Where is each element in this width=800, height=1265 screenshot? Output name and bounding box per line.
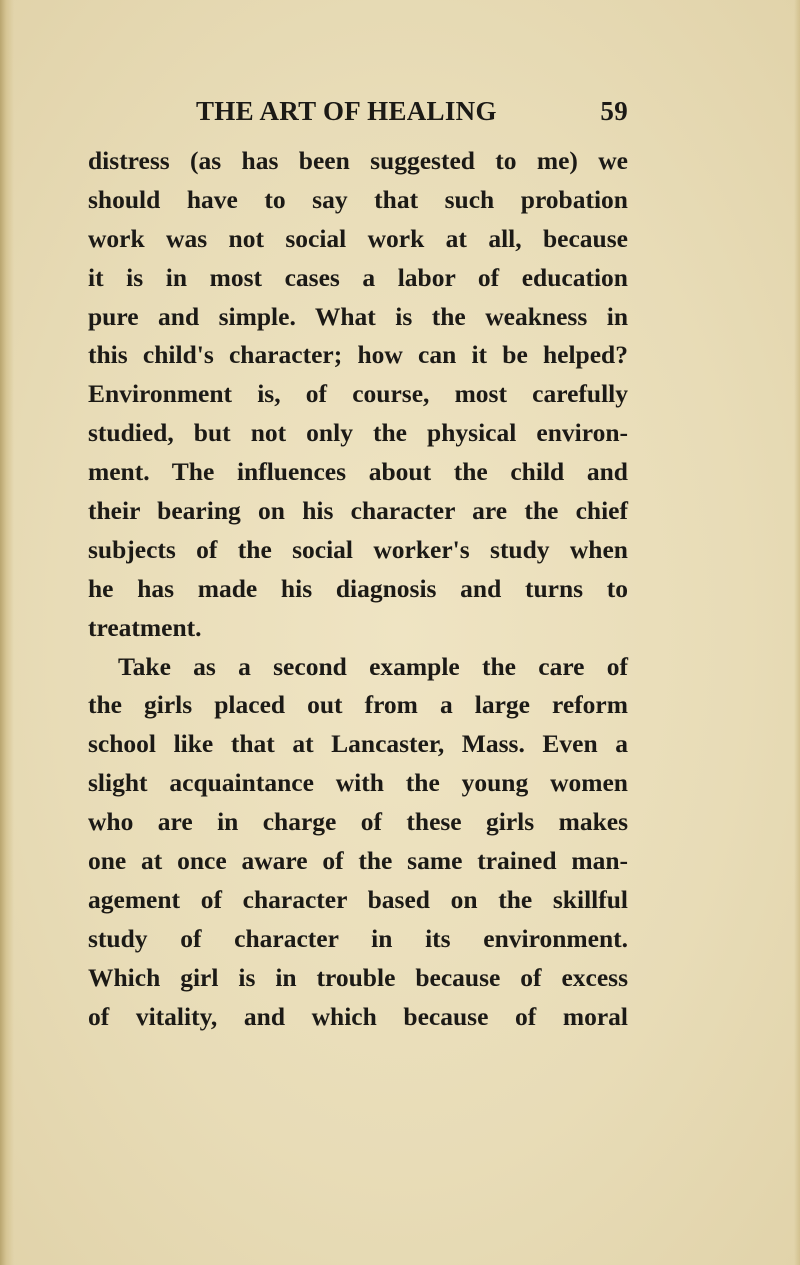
page-edge — [794, 0, 800, 1265]
text-line: who are in charge of these girls makes — [88, 807, 628, 837]
text-line: school like that at Lancaster, Mass. Even a — [88, 729, 628, 759]
text-line: ment. The influences about the child and — [88, 457, 628, 487]
running-head — [196, 96, 628, 136]
text-line: this child's character; how can it be helped? — [88, 340, 628, 370]
text-line: their bearing on his character are the chief — [88, 496, 628, 526]
text-line: it is in most cases a labor of education — [88, 262, 628, 292]
text-line: subjects of the social worker's study when — [88, 534, 628, 564]
text-line: study of character in its environment. — [88, 923, 628, 953]
text-line: the girls placed out from a large reform — [88, 690, 628, 720]
text-line: of vitality, and which because of moral — [88, 1001, 628, 1031]
text-line: he has made his diagnosis and turns to — [88, 573, 628, 603]
text-line: treatment. — [88, 612, 202, 642]
text-line: should have to say that such probation — [88, 184, 628, 214]
text-line: agement of character based on the skillful — [88, 884, 628, 914]
page-number: 59 — [600, 96, 628, 126]
body-text — [88, 142, 628, 1036]
text-line: work was not social work at all, because — [88, 223, 628, 253]
text-line: Environment is, of course, most carefully — [88, 379, 628, 409]
text-line: one at once aware of the same trained man- — [88, 846, 628, 876]
text-line: slight acquaintance with the young women — [88, 768, 628, 798]
text-line: Which girl is in trouble because of excess — [88, 962, 628, 992]
text-line: Take as a second example the care of — [118, 651, 628, 681]
text-line: pure and simple. What is the weakness in — [88, 301, 628, 331]
text-line: distress (as has been suggested to me) we — [88, 146, 628, 175]
text-line: studied, but not only the physical environ- — [88, 418, 628, 448]
running-head-title: THE ART OF HEALING — [196, 96, 497, 126]
spine-shadow — [0, 0, 14, 1265]
